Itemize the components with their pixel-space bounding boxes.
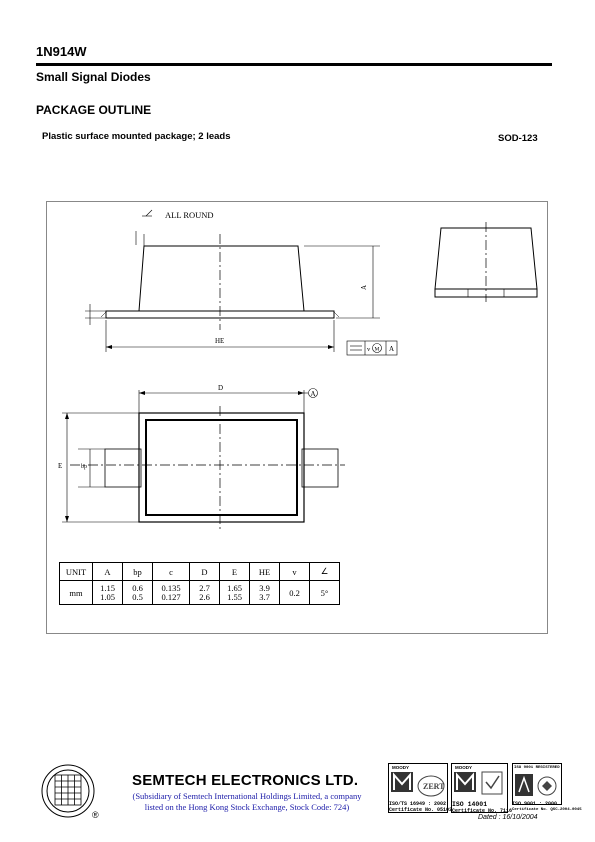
dim-bp-label: bp (81, 464, 87, 470)
dim-e-label: E (58, 462, 63, 470)
dim-d-label: D (218, 384, 224, 392)
cert3-text: ISO 9001 : 2000 Certificate No. QSC-2004-0045 (512, 801, 582, 812)
table-row (60, 581, 340, 605)
header-c: c (153, 563, 190, 581)
c-cell: 0.135 0.127 (153, 581, 190, 605)
unit-cell: mm (60, 581, 93, 605)
cert-badge-iso9001: ISO 9001 REGISTERED (512, 763, 562, 805)
ref-v: v (367, 346, 371, 353)
cert2-text: ISO 14001 Certificate No. 7116 (452, 801, 513, 814)
header-v: v (280, 563, 310, 581)
semtech-logo-icon (40, 763, 96, 819)
subsidiary-note: (Subsidiary of Semtech International Holdings Limited, a company listed on the Hong Kong Stock Exchange, Stock Code: 724) (132, 791, 362, 812)
he-cell: 3.9 3.7 (250, 581, 280, 605)
v-cell: 0.2 (280, 581, 310, 605)
category-title: Small Signal Diodes (36, 70, 151, 84)
table-header-row (60, 563, 340, 581)
d-cell: 2.7 2.6 (190, 581, 220, 605)
dated-label: Dated : 16/10/2004 (478, 814, 538, 821)
ref-a: A (389, 345, 395, 353)
angle-cell: 5° (310, 581, 340, 605)
header-he: HE (250, 563, 280, 581)
header-e: E (220, 563, 250, 581)
header-d: D (190, 563, 220, 581)
top-view (62, 389, 345, 531)
header-bp: bp (123, 563, 153, 581)
side-view (85, 210, 380, 352)
cert-badge-ts16949: ZERT MOODY (388, 763, 448, 813)
cert1-text: ISO/TS 16949 : 2002 Certificate No. 05103 (389, 801, 453, 813)
end-view (435, 222, 537, 302)
dim-he-label: HE (215, 337, 225, 345)
e-cell: 1.65 1.55 (220, 581, 250, 605)
datum-a-label: A (310, 390, 316, 398)
header-a: A (93, 563, 123, 581)
section-title: PACKAGE OUTLINE (36, 103, 152, 117)
dimensions-table (59, 562, 340, 605)
header-unit: UNIT (60, 563, 93, 581)
header-angle: ∠ (310, 563, 340, 581)
svg-text:ZERT: ZERT (423, 782, 445, 791)
bp-cell: 0.6 0.5 (123, 581, 153, 605)
package-code: SOD-123 (498, 133, 538, 144)
angle-note: ALL ROUND (165, 210, 214, 220)
package-description: Plastic surface mounted package; 2 leads (42, 131, 231, 142)
part-number: 1N914W (36, 44, 87, 59)
cert-badge-iso14001: MOODY (451, 763, 508, 813)
a-cell: 1.15 1.05 (93, 581, 123, 605)
dim-a-label: A (360, 284, 368, 290)
company-name: SEMTECH ELECTRONICS LTD. (132, 772, 359, 789)
registered-mark: ® (92, 810, 99, 820)
ref-m: M (374, 346, 380, 353)
